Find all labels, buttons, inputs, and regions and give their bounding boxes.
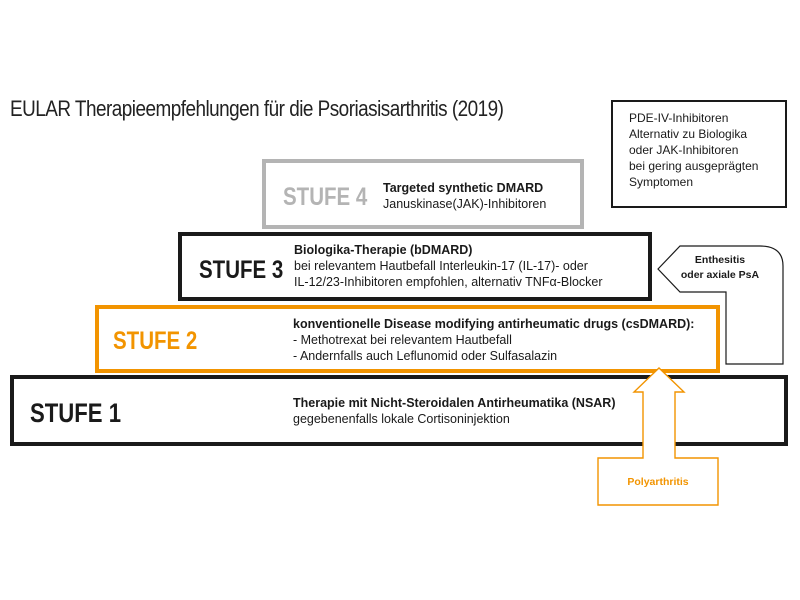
stufe-3-heading: Biologika-Therapie (bDMARD) bbox=[294, 243, 473, 257]
stufe-4-label: STUFE 4 bbox=[283, 183, 368, 211]
stufe-2-label: STUFE 2 bbox=[113, 327, 198, 355]
stufe-2-line: - Methotrexat bei relevantem Hautbefall bbox=[293, 333, 512, 347]
stufe-1-label: STUFE 1 bbox=[30, 398, 122, 428]
enthesitis-callout-text bbox=[672, 254, 768, 281]
pde-iv-line: oder JAK-Inhibitoren bbox=[629, 143, 739, 157]
diagram-title: EULAR Therapieempfehlungen für die Psoriasisarthritis (2019) bbox=[10, 96, 504, 121]
pde-iv-line: Alternativ zu Biologika bbox=[629, 127, 748, 141]
stufe-1-line: gegebenenfalls lokale Cortisoninjektion bbox=[293, 412, 510, 426]
pde-iv-line: Symptomen bbox=[629, 175, 694, 189]
stufe-3-line: IL-12/23-Inhibitoren empfohlen, alternativ TNFα-Blocker bbox=[294, 275, 603, 289]
stufe-2-line: - Andernfalls auch Leflunomid oder Sulfasalazin bbox=[293, 349, 558, 363]
stufe-4-line: Januskinase(JAK)-Inhibitoren bbox=[383, 197, 547, 211]
pde-iv-line: bei gering ausgeprägten bbox=[629, 159, 759, 173]
stufe-3-label: STUFE 3 bbox=[199, 256, 284, 284]
pde-iv-heading: PDE-IV-Inhibitoren bbox=[629, 111, 729, 125]
stufe-1-heading: Therapie mit Nicht-Steroidalen Antirheumatika (NSAR) bbox=[293, 396, 616, 410]
polyarthritis-callout-label: Polyarthritis bbox=[627, 476, 689, 488]
stufe-3-line: bei relevantem Hautbefall Interleukin-17 (IL-17)- oder bbox=[294, 259, 588, 273]
stufe-4-heading: Targeted synthetic DMARD bbox=[383, 181, 544, 195]
stufe-2-heading: konventionelle Disease modifying antirheumatic drugs (csDMARD): bbox=[293, 317, 695, 331]
enthesitis-line-2: oder axiale PsA bbox=[680, 269, 760, 281]
enthesitis-line-1: Enthesitis bbox=[694, 254, 746, 266]
